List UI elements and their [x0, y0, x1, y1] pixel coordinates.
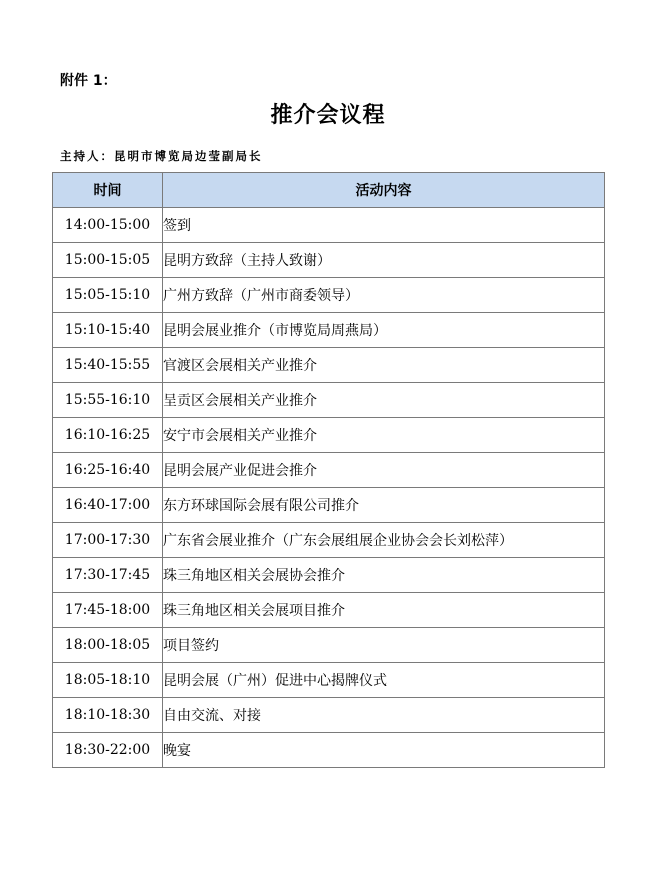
row-activity: 广东省会展业推介（广东会展组展企业协会会长刘松萍）	[163, 523, 605, 558]
row-activity: 官渡区会展相关产业推介	[163, 348, 605, 383]
table-row	[53, 313, 605, 348]
table-row	[53, 348, 605, 383]
row-activity: 签到	[163, 208, 605, 243]
table-row	[53, 488, 605, 523]
row-activity: 广州方致辞（广州市商委领导）	[163, 278, 605, 313]
page-title: 推介会议程	[270, 103, 386, 128]
row-time: 16:10-16:25	[53, 418, 163, 453]
row-activity: 昆明会展（广州）促进中心揭牌仪式	[163, 663, 605, 698]
row-activity: 昆明会展产业促进会推介	[163, 453, 605, 488]
row-time: 15:10-15:40	[53, 313, 163, 348]
table-row	[53, 243, 605, 278]
row-time: 17:30-17:45	[53, 558, 163, 593]
row-activity: 东方环球国际会展有限公司推介	[163, 488, 605, 523]
row-time: 18:30-22:00	[53, 733, 163, 768]
row-time: 18:10-18:30	[53, 698, 163, 733]
row-activity: 自由交流、对接	[163, 698, 605, 733]
table-row	[53, 628, 605, 663]
row-activity: 晚宴	[163, 733, 605, 768]
agenda-table	[52, 172, 605, 768]
table-row	[53, 698, 605, 733]
row-activity: 珠三角地区相关会展项目推介	[163, 593, 605, 628]
table-row	[53, 418, 605, 453]
row-activity: 昆明方致辞（主持人致谢）	[163, 243, 605, 278]
row-time: 18:00-18:05	[53, 628, 163, 663]
table-row	[53, 453, 605, 488]
row-activity: 安宁市会展相关产业推介	[163, 418, 605, 453]
row-time: 16:25-16:40	[53, 453, 163, 488]
row-time: 14:00-15:00	[53, 208, 163, 243]
attachment-label: 附件 1：	[60, 73, 117, 89]
table-row	[53, 663, 605, 698]
row-time: 16:40-17:00	[53, 488, 163, 523]
row-time: 18:05-18:10	[53, 663, 163, 698]
table-row	[53, 558, 605, 593]
row-activity: 呈贡区会展相关产业推介	[163, 383, 605, 418]
host-line: 主持人：昆明市博览局边莹副局长	[60, 149, 263, 163]
header-activity: 活动内容	[163, 173, 605, 208]
row-time: 17:00-17:30	[53, 523, 163, 558]
row-activity: 项目签约	[163, 628, 605, 663]
header-time: 时间	[53, 173, 163, 208]
table-row	[53, 278, 605, 313]
table-row	[53, 383, 605, 418]
row-time: 15:05-15:10	[53, 278, 163, 313]
table-row	[53, 733, 605, 768]
row-time: 15:40-15:55	[53, 348, 163, 383]
table-row	[53, 208, 605, 243]
table-header-row	[53, 173, 605, 208]
row-time: 15:00-15:05	[53, 243, 163, 278]
row-time: 15:55-16:10	[53, 383, 163, 418]
table-row	[53, 523, 605, 558]
row-time: 17:45-18:00	[53, 593, 163, 628]
table-row	[53, 593, 605, 628]
row-activity: 昆明会展业推介（市博览局周燕局）	[163, 313, 605, 348]
row-activity: 珠三角地区相关会展协会推介	[163, 558, 605, 593]
